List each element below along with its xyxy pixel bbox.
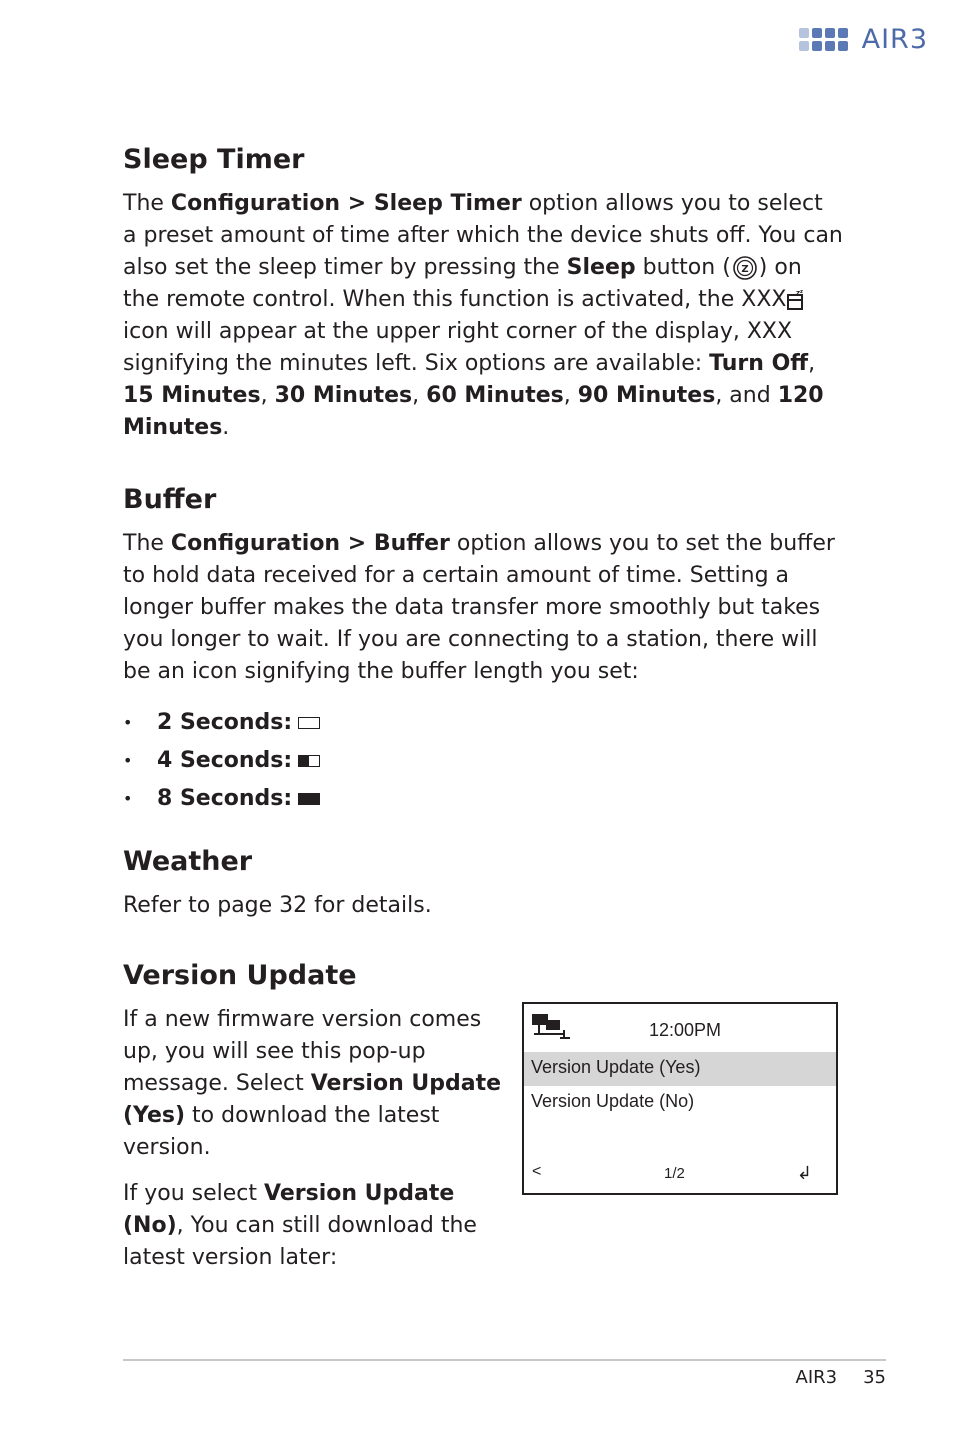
brand-name: AIR3 (861, 24, 928, 55)
version-update-section (123, 958, 843, 1274)
footer-brand: AIR3 (795, 1367, 838, 1388)
sleep-timer-paragraph: The Configuration > Sleep Timer option allows you to select a preset amount of time after which the device shuts off. You can also set the sleep timer by pressing the Sleep button ( Z ) on the remote control. When this function is activated, the XXX z z icon will appear at the upper right corner of the display, XXX signifying the minutes left. Six options are available: Turn Off, 15 Minutes, 30 Minutes, 60 Minutes, 90 Minutes, and 120 Minutes. (123, 191, 843, 440)
footer-divider (123, 1359, 886, 1361)
buffer-option-label: 8 Seconds: (157, 786, 293, 811)
weather-heading: Weather (123, 846, 253, 877)
enter-icon: ↲ (796, 1163, 812, 1183)
svg-text:Z: Z (741, 264, 749, 275)
sleep-timer-display-icon (786, 289, 806, 311)
buffer-option-label: 4 Seconds: (157, 748, 293, 773)
buffer-option-label: 2 Seconds: (157, 710, 293, 735)
sleep-button-icon (731, 256, 759, 280)
buffer-heading: Buffer (123, 484, 217, 515)
list-item: • 8 Seconds: (123, 780, 843, 818)
version-update-paragraph-1: If a new firmware version comes up, you will see this pop-up message. Select Version Update (Yes) to download the latest version. (123, 1007, 502, 1160)
buffer-full-icon (298, 793, 320, 805)
version-update-heading: Version Update (123, 960, 357, 991)
logo-grid-icon (799, 28, 848, 51)
buffer-empty-icon (298, 717, 320, 729)
page-content (123, 142, 843, 1274)
sleep-timer-heading: Sleep Timer (123, 144, 305, 175)
svg-text:z: z (796, 289, 801, 297)
svg-text:z: z (800, 289, 804, 295)
version-update-paragraph-2: If you select Version Update (No), You can still download the latest version later: (123, 1181, 477, 1270)
page-footer (796, 1367, 887, 1388)
clock-time: 12:00PM (649, 1020, 722, 1040)
list-item: • 4 Seconds: (123, 742, 843, 780)
menu-option-no: Version Update (No) (531, 1091, 695, 1111)
buffer-options-list (123, 704, 843, 818)
device-display-screenshot (522, 1002, 838, 1195)
back-arrow-icon: < (532, 1163, 542, 1180)
buffer-paragraph: The Configuration > Buffer option allows you to set the buffer to hold data received for a certain amount of time. Setting a longer buffer makes the data transfer more smoothly but takes you longer to wait. If you are connecting to a station, there will be an icon signifying the buffer length you set: (123, 531, 835, 684)
brand-logo (799, 24, 928, 55)
menu-option-yes: Version Update (Yes) (524, 1052, 836, 1086)
page-indicator: 1/2 (664, 1165, 685, 1182)
buffer-half-icon (298, 755, 320, 767)
list-item: • 2 Seconds: (123, 704, 843, 742)
network-icon (530, 1012, 574, 1042)
weather-paragraph: Refer to page 32 for details. (123, 893, 432, 918)
page-number: 35 (863, 1367, 886, 1388)
